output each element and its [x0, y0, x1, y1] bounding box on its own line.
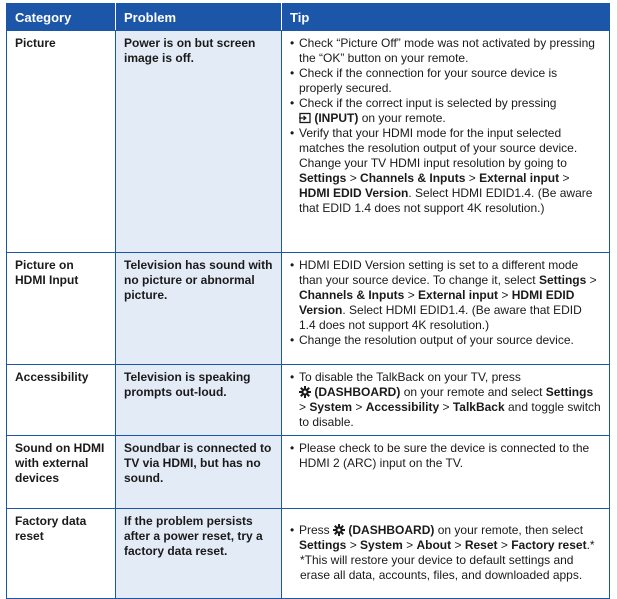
separator: >	[501, 288, 509, 302]
tip-keyword: HDMI EDID Version	[299, 186, 409, 200]
tip-item	[299, 370, 601, 430]
tip-cell	[282, 436, 610, 509]
separator: >	[349, 171, 357, 185]
separator: >	[299, 400, 307, 414]
table-row	[7, 31, 610, 253]
tip-keyword: Settings	[545, 385, 594, 399]
tip-item: • Check if the connection for your source device is properly secured.	[299, 66, 601, 96]
gear-icon	[333, 524, 345, 536]
gear-icon	[299, 386, 311, 398]
tip-keyword: Reset	[464, 538, 498, 552]
tip-cell	[282, 509, 610, 599]
tip-keyword: (DASHBOARD)	[348, 523, 435, 537]
tip-text: . Select HDMI EDID1.4. (Be aware that EDID 1.4 does not support 4K resolution.)	[299, 186, 593, 215]
tip-keyword: Channels & Inputs	[360, 171, 466, 185]
problem-cell: Power is on but screen image is off.	[116, 31, 282, 253]
table-row	[7, 436, 610, 509]
tip-item	[299, 258, 601, 333]
tip-keyword: System	[309, 400, 353, 414]
tip-text: on your remote, then select	[437, 523, 584, 537]
separator: >	[406, 538, 414, 552]
category-cell: Factory data reset	[7, 509, 116, 599]
tip-keyword: Channels & Inputs	[299, 288, 405, 302]
tip-cell	[282, 253, 610, 365]
problem-cell: Soundbar is connected to TV via HDMI, but has no sound.	[116, 436, 282, 509]
tip-keyword: Settings	[538, 273, 587, 287]
tip-list	[290, 441, 601, 471]
tip-text: HDMI EDID Version setting is set to a different mode than your source device. To change it, select	[299, 258, 579, 287]
tip-text: Press	[299, 523, 330, 537]
separator: >	[349, 538, 357, 552]
header-tip: Tip	[282, 4, 610, 31]
tip-keyword: Settings	[299, 171, 347, 185]
input-icon	[299, 112, 311, 124]
tip-list	[290, 258, 601, 348]
category-cell: Sound on HDMI with external devices	[7, 436, 116, 509]
tip-text: To disable the TalkBack on your TV, press	[299, 370, 521, 384]
tip-cell	[282, 31, 610, 253]
tip-text: on your remote and select	[403, 385, 543, 399]
footnote: *This will restore your device to default settings and erase all data, accounts, files, and downloaded apps.	[300, 553, 583, 582]
tip-cell	[282, 365, 610, 436]
tip-text: .*	[586, 538, 595, 552]
tip-keyword: HDMI EDID Version	[299, 288, 575, 317]
header-problem: Problem	[116, 4, 282, 31]
tip-item	[299, 126, 601, 216]
problem-cell: If the problem persists after a power reset, try a factory data reset.	[116, 509, 282, 599]
tip-keyword: Settings	[299, 538, 347, 552]
table-row	[7, 509, 610, 599]
tip-text: Check if the correct input is selected by pressing	[299, 96, 557, 110]
tip-item: • Please check to be sure the device is connected to the HDMI 2 (ARC) input on the TV.	[299, 441, 601, 471]
tip-item: • Change the resolution output of your source device.	[299, 333, 601, 348]
tip-list	[290, 36, 601, 216]
tip-keyword: Factory reset	[511, 538, 587, 552]
separator: >	[500, 538, 508, 552]
tip-item: • Check “Picture Off” mode was not activated by pressing the “OK” button on your remote.	[299, 36, 601, 66]
tip-keyword: About	[416, 538, 452, 552]
category-cell: Picture	[7, 31, 116, 253]
problem-cell: Television has sound with no picture or abnormal picture.	[116, 253, 282, 365]
problem-cell: Television is speaking prompts out-loud.	[116, 365, 282, 436]
separator: >	[407, 288, 415, 302]
tip-item	[299, 523, 601, 553]
tip-keyword: (DASHBOARD)	[314, 385, 401, 399]
separator: >	[589, 273, 597, 287]
tip-keyword: External input	[418, 288, 499, 302]
tip-text: Verify that your HDMI mode for the input selected matches the resolution output of your source device. Change your TV HDMI input resolution by going to	[299, 126, 578, 170]
troubleshooting-table	[6, 3, 610, 599]
separator: >	[355, 400, 363, 414]
tip-list	[290, 523, 601, 553]
tip-keyword: System	[360, 538, 403, 552]
header-row	[7, 4, 610, 31]
separator: >	[468, 171, 476, 185]
tip-list	[290, 370, 601, 430]
tip-keyword: Accessibility	[365, 400, 440, 414]
table-row	[7, 365, 610, 436]
separator: >	[454, 538, 462, 552]
tip-item	[299, 96, 601, 126]
tip-keyword: (INPUT)	[314, 111, 359, 125]
tip-text: and toggle switch to disable.	[299, 400, 601, 429]
table-row	[7, 253, 610, 365]
tip-text: on your remote.	[361, 111, 446, 125]
separator: >	[562, 171, 570, 185]
category-cell: Picture on HDMI Input	[7, 253, 116, 365]
tip-keyword: External input	[479, 171, 560, 185]
tip-keyword: TalkBack	[452, 400, 505, 414]
tip-text: . Select HDMI EDID1.4. (Be aware that EDID 1.4 does not support 4K resolution.)	[299, 303, 582, 332]
category-cell: Accessibility	[7, 365, 116, 436]
separator: >	[442, 400, 450, 414]
header-category: Category	[7, 4, 116, 31]
